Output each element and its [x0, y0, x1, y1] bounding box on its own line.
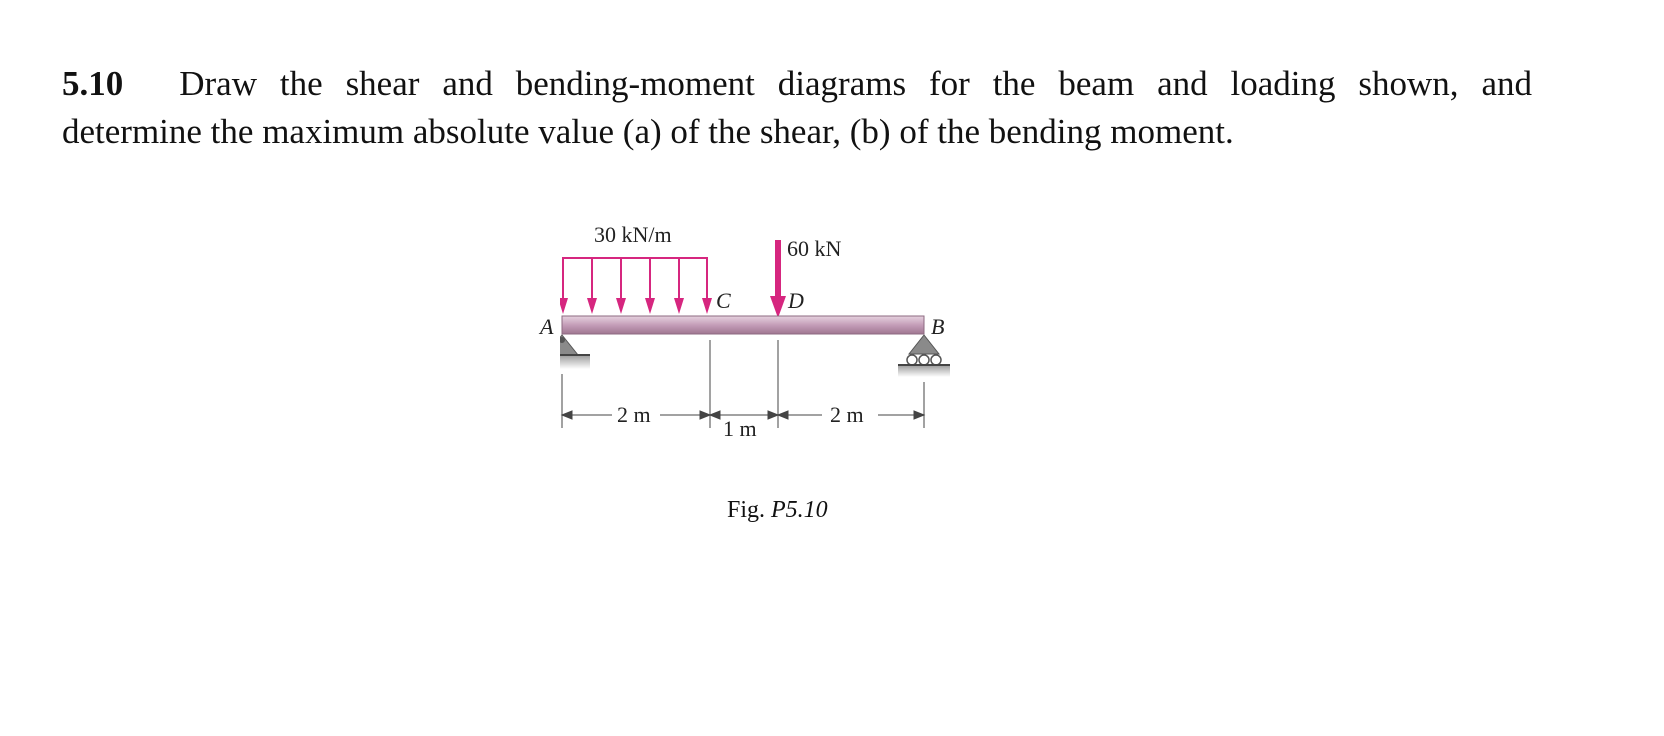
dimension-label-2: 1 m	[723, 416, 757, 441]
beam-diagram	[560, 232, 1020, 532]
problem-text-line-2: determine the maximum absolute value (a) of the shear, (b) of the bending moment.	[62, 112, 1234, 151]
load-arrow	[645, 258, 655, 314]
problem-statement	[62, 60, 1532, 156]
load-arrow	[674, 258, 684, 314]
load-arrow	[587, 258, 597, 314]
problem-number: 5.10	[62, 64, 124, 103]
figure-caption	[727, 497, 828, 524]
problem-line-1	[62, 60, 1532, 108]
roller-support-b	[898, 335, 950, 377]
caption-prefix: Fig.	[727, 497, 766, 523]
point-load-arrow	[770, 240, 786, 318]
dimension-label-3: 2 m	[830, 402, 864, 427]
point-c-label: C	[716, 288, 731, 313]
point-a-label: A	[540, 314, 554, 339]
beam	[562, 316, 924, 334]
dimension-label-1: 2 m	[617, 402, 651, 427]
distributed-load-label: 30 kN/m	[594, 222, 672, 247]
point-b-label: B	[931, 314, 945, 339]
caption-number: P5.10	[771, 497, 828, 523]
load-arrow	[560, 258, 568, 314]
load-arrow	[702, 258, 712, 314]
distributed-load-arrows	[560, 258, 712, 314]
point-d-label: D	[788, 288, 804, 313]
point-load-label: 60 kN	[787, 236, 842, 261]
beam-figure	[540, 222, 1020, 532]
problem-text-line-1: Draw the shear and bending-moment diagrams for the beam and loading shown, and	[179, 64, 1532, 103]
pin-support-a	[560, 335, 590, 369]
load-arrow	[616, 258, 626, 314]
